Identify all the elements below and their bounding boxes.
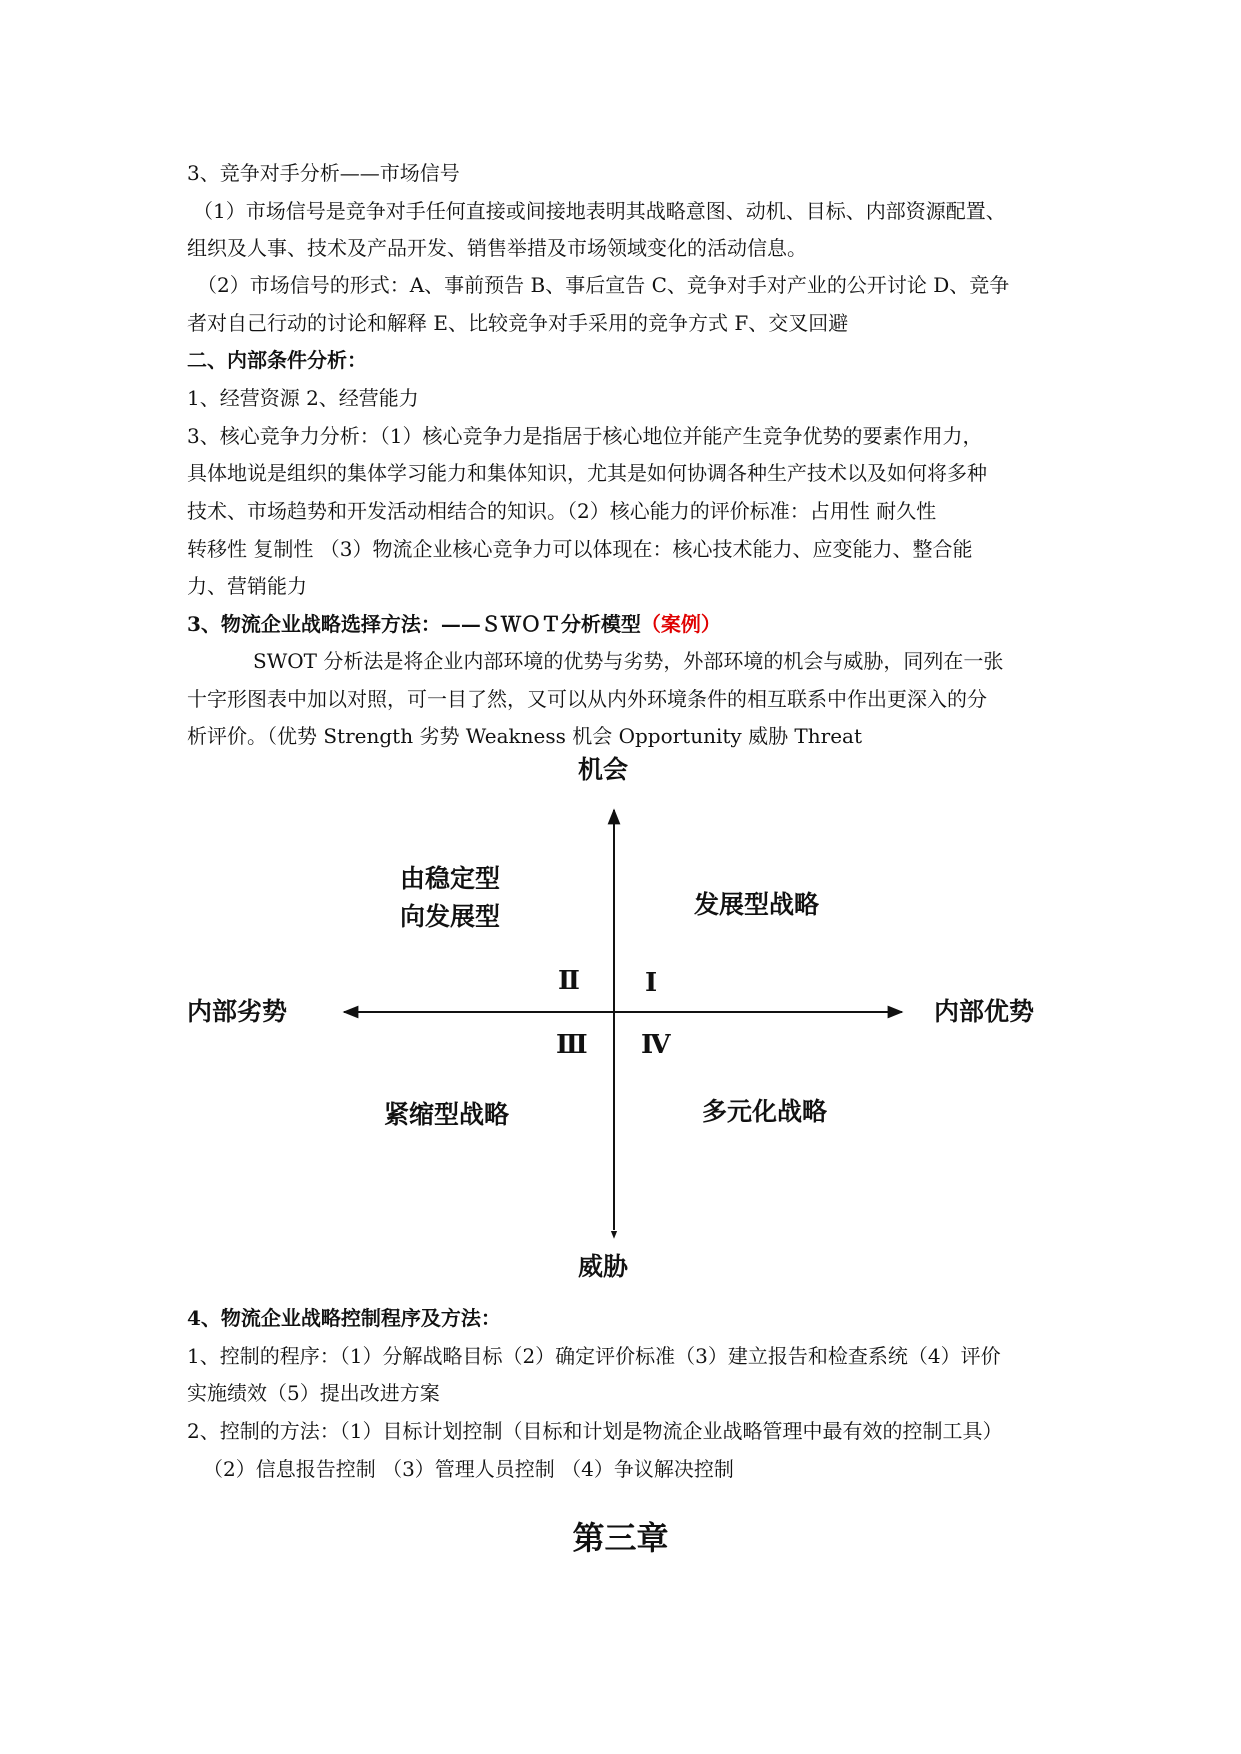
paragraph-line: 者对自己行动的讨论和解释 E、比较竞争对手采用的竞争方式 F、交叉回避 — [187, 311, 849, 335]
quadrant-2-line1: 由稳定型 — [400, 864, 501, 893]
roman-numeral-1: Ⅰ — [645, 968, 658, 998]
paragraph-line: 十字形图表中加以对照，可一目了然，又可以从内外环境条件的相互联系中作出更深入的分 — [187, 687, 987, 711]
paragraph-line: 实施绩效（5）提出改进方案 — [187, 1381, 440, 1405]
axis-label-opportunity: 机会 — [578, 755, 629, 784]
quadrant-3-label: 紧缩型战略 — [384, 1100, 510, 1129]
paragraph-line: SWOT 分析法是将企业内部环境的优势与劣势，外部环境的机会与威胁，同列在一张 — [253, 649, 1004, 673]
case-tag: （案例） — [640, 612, 721, 636]
section-heading-competitor-signals: 3、竞争对手分析——市场信号 — [187, 161, 460, 185]
paragraph-line: 1、控制的程序：（1）分解战略目标（2）确定评价标准（3）建立报告和检查系统（4）评价 — [187, 1344, 1001, 1368]
quadrant-2-label — [400, 860, 500, 936]
paragraph-line: 具体地说是组织的集体学习能力和集体知识，尤其是如何协调各种生产技术以及如何将多种 — [187, 461, 987, 485]
roman-numeral-3: Ⅲ — [556, 1030, 588, 1060]
section-heading-internal-analysis: 二、内部条件分析： — [187, 348, 367, 372]
paragraph-line: 组织及人事、技术及产品开发、销售举措及市场领域变化的活动信息。 — [187, 236, 807, 260]
paragraph-line: 2、控制的方法：（1）目标计划控制（目标和计划是物流企业战略管理中最有效的控制工具） — [187, 1419, 1003, 1443]
roman-numeral-2: Ⅱ — [558, 966, 580, 996]
swot-heading-text: 3、物流企业战略选择方法：——ＳＷＯＴ分析模型 — [187, 612, 641, 636]
paragraph-line: （2）市场信号的形式：A、事前预告 B、事后宣告 C、竞争对手对产业的公开讨论 D、竞争 — [197, 273, 1010, 297]
paragraph-line: （1）市场信号是竞争对手任何直接或间接地表明其战略意图、动机、目标、内部资源配置、 — [193, 199, 1006, 223]
axis-label-threat: 威胁 — [578, 1252, 629, 1281]
roman-numeral-4: Ⅳ — [641, 1030, 671, 1060]
quadrant-1-label: 发展型战略 — [694, 890, 820, 919]
quadrant-4-label: 多元化战略 — [702, 1097, 828, 1126]
paragraph-line: 力、营销能力 — [187, 574, 307, 598]
axis-label-weakness: 内部劣势 — [187, 997, 288, 1026]
paragraph-line: （2）信息报告控制 （3）管理人员控制 （4）争议解决控制 — [203, 1457, 734, 1481]
quadrant-2-line2: 向发展型 — [400, 902, 501, 931]
section-heading-control: 4、物流企业战略控制程序及方法： — [187, 1306, 501, 1330]
axis-label-strength: 内部优势 — [934, 997, 1035, 1026]
paragraph-line: 3、核心竞争力分析：（1）核心竞争力是指居于核心地位并能产生竞争优势的要素作用力， — [187, 424, 983, 448]
chapter-title: 第三章 — [572, 1519, 669, 1557]
paragraph-line: 1、经营资源 2、经营能力 — [187, 386, 419, 410]
paragraph-line: 析评价。（优势 Strength 劣势 Weakness 机会 Opportunity 威胁 Threat — [187, 724, 862, 748]
paragraph-line: 技术、市场趋势和开发活动相结合的知识。（2）核心能力的评价标准：占用性 耐久性 — [187, 499, 937, 523]
paragraph-line: 转移性 复制性 （3）物流企业核心竞争力可以体现在：核心技术能力、应变能力、整合能 — [187, 537, 973, 561]
